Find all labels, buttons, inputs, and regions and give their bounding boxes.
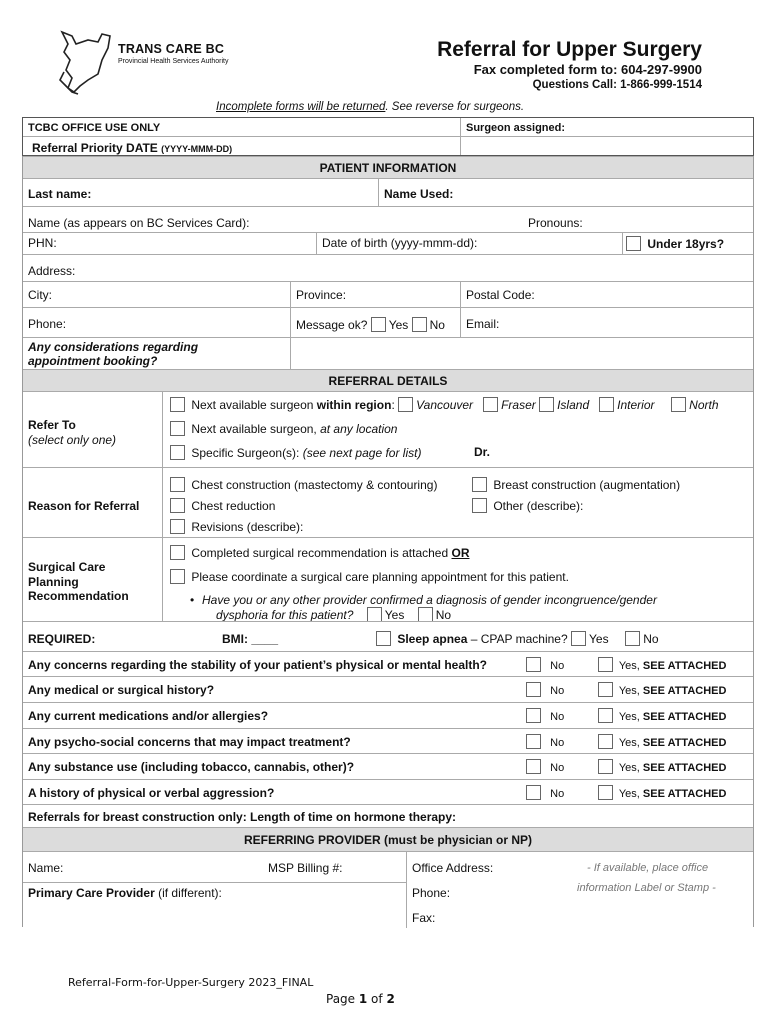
- postal-code-label: Postal Code:: [466, 288, 535, 302]
- question-label: A history of physical or verbal aggression?: [28, 786, 275, 800]
- bc-name-row[interactable]: [22, 206, 754, 232]
- required-label: REQUIRED:: [28, 632, 96, 646]
- phn-row[interactable]: [22, 232, 754, 254]
- revisions-checkbox[interactable]: [170, 519, 185, 534]
- referral-form: [22, 117, 754, 927]
- label-note-2: information Label or Stamp -: [577, 882, 716, 894]
- primary-care-label: Primary Care Provider (if different):: [28, 886, 222, 900]
- question-label: Any concerns regarding the stability of your patient’s physical or mental health?: [28, 658, 487, 672]
- select-one-note: (select only one): [28, 433, 117, 447]
- diagnosis-yes-checkbox[interactable]: [367, 607, 382, 622]
- planning-label-3: Recommendation: [28, 589, 129, 603]
- phone-label: Phone:: [28, 317, 67, 331]
- patient-section-title: PATIENT INFORMATION: [319, 161, 457, 175]
- under18-field[interactable]: Under 18yrs?: [626, 236, 724, 251]
- question-yes: Yes, SEE ATTACHED: [598, 682, 726, 698]
- incomplete-underlined: Incomplete forms will be returned: [216, 101, 386, 113]
- message-yes-checkbox[interactable]: [371, 317, 386, 332]
- breast-construction-option: Breast construction (augmentation): [472, 477, 680, 492]
- org-subtitle: Provincial Health Services Authority: [118, 58, 229, 65]
- province-label: Province:: [296, 288, 347, 302]
- question-yes-checkbox[interactable]: [598, 759, 613, 774]
- hormone-label: Referrals for breast construction only: Length of time on hormone therapy:: [28, 810, 457, 824]
- hormone-row[interactable]: [22, 804, 754, 827]
- form-title: Referral for Upper Surgery: [437, 38, 702, 61]
- coordinate-checkbox[interactable]: [170, 569, 185, 584]
- question-label: Any current medications and/or allergies?: [28, 709, 269, 723]
- msp-billing-label: MSP Billing #:: [268, 861, 343, 875]
- bullet: •: [190, 593, 195, 607]
- question-label: Any psycho-social concerns that may impact treatment?: [28, 735, 351, 749]
- question-label: Any medical or surgical history?: [28, 683, 215, 697]
- other-checkbox[interactable]: [472, 498, 487, 513]
- any-location-option: Next available surgeon, at any location: [170, 421, 397, 436]
- cpap-no-checkbox[interactable]: [625, 631, 640, 646]
- priority-date-label: Referral Priority DATE (YYYY-MMM-DD): [32, 141, 233, 155]
- city-row[interactable]: [22, 281, 754, 307]
- island-checkbox[interactable]: [539, 397, 554, 412]
- email-label: Email:: [466, 317, 500, 331]
- question-yes: Yes, SEE ATTACHED: [598, 734, 726, 750]
- address-row[interactable]: [22, 254, 754, 281]
- question-row: [22, 676, 754, 702]
- question-no: No: [526, 657, 564, 673]
- question-no-checkbox[interactable]: [526, 657, 541, 672]
- pronouns-label: Pronouns:: [528, 216, 583, 230]
- question-yes: Yes, SEE ATTACHED: [598, 708, 726, 724]
- fax-line: Fax completed form to: 604-297-9900: [473, 62, 702, 77]
- office-use-label: TCBC OFFICE USE ONLY: [28, 122, 161, 134]
- reason-label: Reason for Referral: [28, 499, 140, 513]
- org-name: TRANS CARE BC: [118, 42, 225, 56]
- question-no: No: [526, 785, 564, 801]
- question-yes-checkbox[interactable]: [598, 682, 613, 697]
- bc-map-icon: [58, 30, 118, 96]
- revisions-option: Revisions (describe):: [170, 519, 303, 534]
- question-row: [22, 753, 754, 779]
- any-location-checkbox[interactable]: [170, 421, 185, 436]
- fraser-checkbox[interactable]: [483, 397, 498, 412]
- sleep-apnea-field: Sleep apnea – CPAP machine? Yes No: [376, 631, 659, 646]
- north-checkbox[interactable]: [671, 397, 686, 412]
- provider-section-title: REFERRING PROVIDER (must be physician or NP): [243, 833, 533, 847]
- provider-fax-label: Fax:: [412, 911, 436, 925]
- completed-checkbox[interactable]: [170, 545, 185, 560]
- question-yes-checkbox[interactable]: [598, 657, 613, 672]
- question-no-checkbox[interactable]: [526, 785, 541, 800]
- considerations-row[interactable]: [22, 337, 754, 369]
- provider-phone-label: Phone:: [412, 886, 451, 900]
- provider-block: [22, 851, 754, 927]
- completed-option: Completed surgical recommendation is attached OR: [170, 545, 470, 560]
- referral-section-title: REFERRAL DETAILS: [328, 374, 448, 388]
- office-address-label: Office Address:: [412, 861, 494, 875]
- question-no-checkbox[interactable]: [526, 682, 541, 697]
- coordinate-option: Please coordinate a surgical care planning appointment for this patient.: [170, 569, 569, 584]
- sleep-apnea-checkbox[interactable]: [376, 631, 391, 646]
- vancouver-checkbox[interactable]: [398, 397, 413, 412]
- name-used-label: Name Used:: [384, 187, 454, 201]
- question-no: No: [526, 759, 564, 775]
- questions-line: Questions Call: 1-866-999-1514: [532, 79, 702, 91]
- question-no-checkbox[interactable]: [526, 759, 541, 774]
- surgeon-assigned-label: Surgeon assigned:: [466, 122, 566, 134]
- specific-surgeon-checkbox[interactable]: [170, 445, 185, 460]
- dr-label: Dr.: [474, 445, 491, 459]
- question-no: No: [526, 682, 564, 698]
- form-right-border: [753, 156, 754, 927]
- breast-construction-checkbox[interactable]: [472, 477, 487, 492]
- question-row: [22, 779, 754, 804]
- question-yes-checkbox[interactable]: [598, 708, 613, 723]
- provider-section-header: [22, 827, 754, 851]
- under18-checkbox[interactable]: [626, 236, 641, 251]
- provider-name-label: Name:: [28, 861, 64, 875]
- planning-row: [22, 537, 754, 621]
- question-yes: Yes, SEE ATTACHED: [598, 657, 726, 673]
- within-region-checkbox[interactable]: [170, 397, 185, 412]
- message-ok-field: Message ok? Yes No: [296, 318, 445, 332]
- message-no-checkbox[interactable]: [412, 317, 427, 332]
- provider-divider: [22, 882, 406, 883]
- question-yes: Yes, SEE ATTACHED: [598, 785, 726, 801]
- required-row: [22, 621, 754, 651]
- patient-section-header: [22, 156, 754, 178]
- chest-construction-option: Chest construction (mastectomy & contouring): [170, 477, 437, 492]
- cpap-yes-checkbox[interactable]: [571, 631, 586, 646]
- refer-to-label: Refer To: [28, 418, 76, 432]
- question-no: No: [526, 708, 564, 724]
- question-yes-checkbox[interactable]: [598, 785, 613, 800]
- form-left-border: [22, 156, 23, 927]
- confirmed-line-2: dysphoria for this patient? Yes No: [216, 608, 452, 622]
- incomplete-notice: [216, 101, 524, 113]
- city-label: City:: [28, 288, 52, 302]
- question-row: [22, 702, 754, 728]
- specific-surgeon-option: Specific Surgeon(s): (see next page for list): [170, 445, 421, 460]
- tcbc-logo: [58, 30, 258, 98]
- question-no-checkbox[interactable]: [526, 734, 541, 749]
- referral-section-header: [22, 369, 754, 391]
- question-row: [22, 651, 754, 676]
- bc-name-label: Name (as appears on BC Services Card):: [28, 216, 250, 230]
- considerations-label: Any considerations regarding appointment booking?: [28, 340, 199, 368]
- other-option: Other (describe):: [472, 498, 583, 513]
- refer-to-row: [22, 391, 754, 467]
- question-yes-checkbox[interactable]: [598, 734, 613, 749]
- chest-reduction-option: Chest reduction: [170, 498, 275, 513]
- chest-reduction-checkbox[interactable]: [170, 498, 185, 513]
- confirmed-line-1: Have you or any other provider confirmed a diagnosis of gender incongruence/gender: [202, 593, 657, 607]
- question-no: No: [526, 734, 564, 750]
- phone-row[interactable]: [22, 307, 754, 337]
- diagnosis-no-checkbox[interactable]: [418, 607, 433, 622]
- label-note-1: - If available, place office: [587, 862, 709, 874]
- incomplete-rest: . See reverse for surgeons.: [385, 101, 525, 113]
- footer-form-name: Referral-Form-for-Upper-Surgery 2023_FINAL: [68, 976, 314, 989]
- planning-label-2: Planning: [28, 575, 79, 589]
- interior-checkbox[interactable]: [599, 397, 614, 412]
- address-label: Address:: [28, 264, 76, 278]
- question-no-checkbox[interactable]: [526, 708, 541, 723]
- bmi-field[interactable]: BMI: ____: [222, 632, 279, 646]
- reason-row: [22, 467, 754, 537]
- dob-label: Date of birth (yyyy-mmm-dd):: [322, 236, 478, 250]
- last-name-label: Last name:: [28, 187, 92, 201]
- last-name-row[interactable]: [22, 178, 754, 206]
- planning-label-1: Surgical Care: [28, 560, 106, 574]
- question-row: [22, 728, 754, 753]
- page-number: Page 1 of 2: [326, 992, 395, 1006]
- region-option: Next available surgeon within region: Vancouver Fraser Island Interior North: [170, 397, 719, 412]
- question-yes: Yes, SEE ATTACHED: [598, 759, 726, 775]
- phn-label: PHN:: [28, 236, 57, 250]
- office-frame: [22, 117, 754, 156]
- chest-construction-checkbox[interactable]: [170, 477, 185, 492]
- question-label: Any substance use (including tobacco, cannabis, other)?: [28, 760, 355, 774]
